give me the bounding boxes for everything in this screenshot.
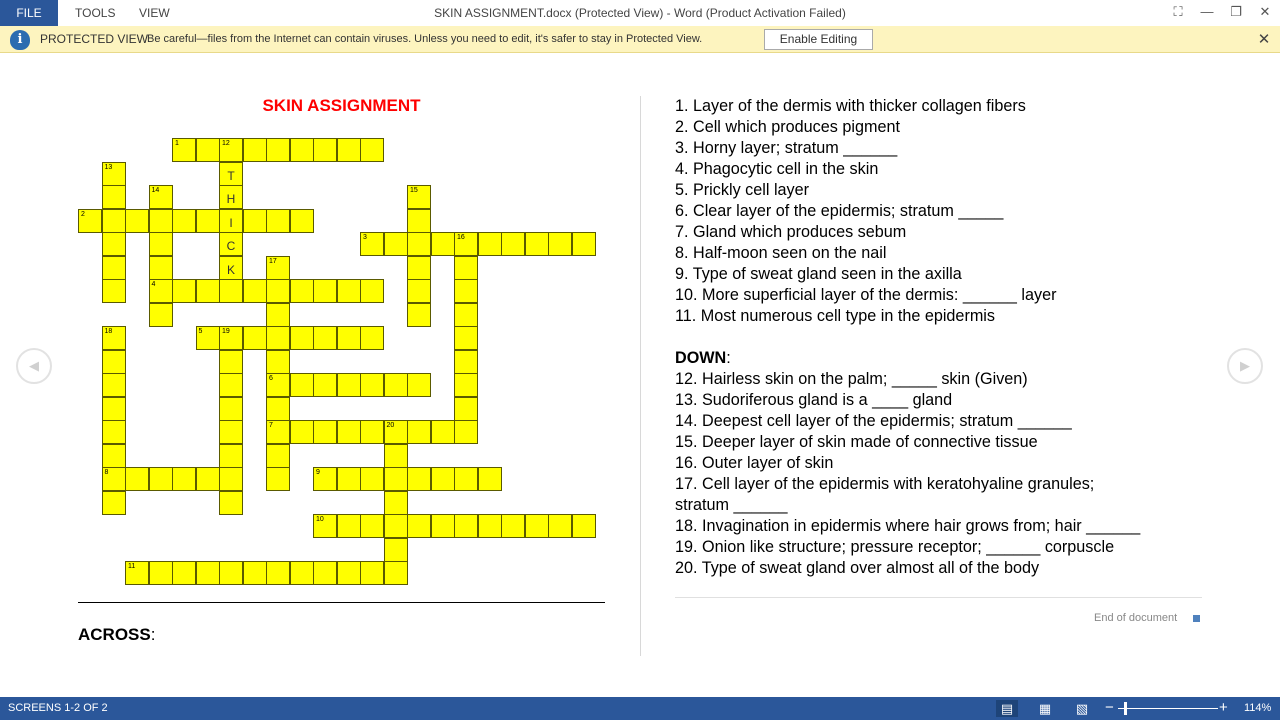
crossword-cell: [454, 350, 478, 374]
crossword-cell: [454, 514, 478, 538]
crossword-cell: [360, 467, 384, 491]
status-bar: [0, 697, 1280, 720]
crossword-cell: [313, 561, 337, 585]
down-clue: 15. Deeper layer of skin made of connective tissue: [675, 433, 1038, 451]
crossword-cell: [125, 561, 149, 585]
crossword-cell: [384, 538, 408, 562]
crossword-cell: [360, 373, 384, 397]
crossword-cell: [407, 279, 431, 303]
down-clue: 14. Deepest cell layer of the epidermis; stratum ______: [675, 412, 1072, 430]
crossword-cell: [266, 561, 290, 585]
zoom-slider-thumb[interactable]: [1124, 702, 1127, 715]
crossword-cell: [102, 373, 126, 397]
crossword-cell: [102, 397, 126, 421]
crossword-cell: [243, 279, 267, 303]
clue-list: [675, 96, 1205, 579]
crossword-cell: [407, 232, 431, 256]
crossword-cell: [102, 491, 126, 515]
crossword-cell: [219, 326, 243, 350]
crossword-cell: [337, 467, 361, 491]
crossword-cell: [243, 326, 267, 350]
window-title: SKIN ASSIGNMENT.docx (Protected View) - Word (Product Activation Failed): [434, 6, 846, 20]
crossword-cell: [172, 209, 196, 233]
crossword-cell: [384, 491, 408, 515]
read-mode-icon[interactable]: ▤: [996, 700, 1018, 717]
crossword-cell: [337, 326, 361, 350]
zoom-slider[interactable]: [1118, 708, 1218, 709]
crossword-cell: [149, 256, 173, 280]
crossword-cell: [172, 138, 196, 162]
crossword-cell: [196, 279, 220, 303]
down-clue: 17. Cell layer of the epidermis with keratohyaline granules;: [675, 475, 1095, 493]
across-clue: 5. Prickly cell layer: [675, 181, 810, 199]
crossword-cell: [337, 420, 361, 444]
crossword-cell: [384, 232, 408, 256]
crossword-cell: [196, 209, 220, 233]
crossword-cell: [548, 232, 572, 256]
menu-tools[interactable]: TOOLS: [75, 6, 116, 20]
end-divider: [675, 597, 1202, 598]
close-banner-icon[interactable]: ✕: [1257, 31, 1271, 48]
crossword-cell: [125, 467, 149, 491]
crossword-cell: [219, 350, 243, 374]
down-clue: 13. Sudoriferous gland is a ____ gland: [675, 391, 953, 409]
crossword-cell: [454, 232, 478, 256]
crossword-cell: [243, 209, 267, 233]
crossword-cell: [384, 561, 408, 585]
crossword-cell: [102, 232, 126, 256]
clue-number: 8: [104, 469, 109, 476]
clue-number: 15: [410, 187, 418, 194]
zoom-out-button[interactable]: −: [1105, 699, 1114, 716]
crossword-cell: [149, 467, 173, 491]
clue-number: 14: [151, 187, 160, 194]
across-clue: 1. Layer of the dermis with thicker collagen fibers: [675, 97, 1026, 115]
crossword-cell: [219, 467, 243, 491]
crossword-cell: [384, 514, 408, 538]
crossword-cell: [219, 162, 243, 186]
crossword-cell: [266, 420, 290, 444]
across-clue: 2. Cell which produces pigment: [675, 118, 900, 136]
crossword-cell: [313, 420, 337, 444]
crossword-cell: [266, 397, 290, 421]
crossword-cell: [266, 256, 290, 280]
crossword-cell: [266, 303, 290, 327]
across-clue: 4. Phagocytic cell in the skin: [675, 160, 879, 178]
crossword-cell: [548, 514, 572, 538]
clue-number: 7: [269, 422, 273, 429]
crossword-cell: [102, 279, 126, 303]
crossword-cell: [219, 397, 243, 421]
crossword-cell: [337, 279, 361, 303]
clue-number: 5: [198, 328, 203, 335]
crossword-cell: [454, 303, 478, 327]
clue-number: 20: [386, 422, 395, 429]
down-clue: 16. Outer layer of skin: [675, 454, 834, 472]
clue-number: 11: [128, 563, 136, 570]
crossword-cell: [478, 514, 502, 538]
crossword-cell: [431, 420, 455, 444]
crossword-cell: [407, 467, 431, 491]
web-layout-icon[interactable]: ▧: [1075, 701, 1089, 716]
down-clue: 19. Onion like structure; pressure receptor; ______ corpuscle: [675, 538, 1115, 556]
end-of-document: End of document: [1094, 612, 1178, 624]
crossword-cell: [313, 373, 337, 397]
given-letter: H: [226, 192, 236, 206]
crossword-cell: [454, 420, 478, 444]
restore-icon[interactable]: ❐: [1230, 4, 1242, 19]
clue-number: 1: [175, 140, 179, 147]
crossword-cell: [360, 561, 384, 585]
across-clue: 6. Clear layer of the epidermis; stratum _____: [675, 202, 1004, 220]
grid-baseline: [78, 602, 605, 603]
crossword-cell: [78, 209, 102, 233]
shield-info-icon: i: [10, 30, 30, 50]
crossword-cell: [219, 209, 243, 233]
crossword-cell: [572, 514, 596, 538]
crossword-cell: [454, 397, 478, 421]
crossword-cell: [149, 303, 173, 327]
crossword-cell: [149, 561, 173, 585]
crossword-cell: [313, 467, 337, 491]
crossword-cell: [313, 514, 337, 538]
crossword-cell: [219, 185, 243, 209]
crossword-cell: [266, 209, 290, 233]
crossword-cell: [219, 232, 243, 256]
given-letter: K: [226, 262, 235, 277]
crossword-cell: [290, 209, 314, 233]
crossword-cell: [454, 279, 478, 303]
crossword-cell: [290, 138, 314, 162]
crossword-cell: [525, 514, 549, 538]
crossword-cell: [102, 209, 126, 233]
crossword-cell: [313, 138, 337, 162]
crossword-cell: [290, 373, 314, 397]
crossword-cell: [501, 232, 525, 256]
crossword-cell: [501, 514, 525, 538]
crossword-cell: [196, 138, 220, 162]
given-letter: I: [229, 215, 233, 230]
crossword-cell: [172, 467, 196, 491]
crossword-cell: [196, 467, 220, 491]
crossword-cell: [266, 326, 290, 350]
clue-number: 17: [269, 257, 277, 265]
clue-number: 2: [81, 210, 85, 218]
crossword-cell: [407, 514, 431, 538]
menu-file[interactable]: FILE: [0, 0, 58, 26]
down-clue: stratum ______: [675, 496, 788, 514]
crossword-cell: [290, 420, 314, 444]
zoom-in-button[interactable]: +: [1219, 699, 1228, 716]
clue-number: 19: [222, 328, 230, 335]
column-divider: [640, 96, 641, 656]
crossword-cell: [478, 467, 502, 491]
clue-number: 4: [151, 281, 156, 288]
title-bar: [0, 0, 1280, 26]
crossword-cell: [431, 232, 455, 256]
crossword-cell: [125, 209, 149, 233]
down-heading: DOWN:: [675, 349, 731, 367]
crossword-cell: [266, 373, 290, 397]
crossword-cell: [266, 279, 290, 303]
crossword-cell: [384, 444, 408, 468]
crossword-cell: [102, 350, 126, 374]
crossword-cell: [149, 279, 173, 303]
crossword-cell: [266, 467, 290, 491]
crossword-cell: [102, 326, 126, 350]
crossword-cell: [360, 420, 384, 444]
crossword-cell: [337, 373, 361, 397]
crossword-cell: [360, 279, 384, 303]
crossword-cell: [172, 561, 196, 585]
document-area: [0, 54, 1280, 697]
crossword-cell: [219, 491, 243, 515]
across-clue: 3. Horny layer; stratum ______: [675, 139, 898, 157]
clue-number: 9: [316, 469, 320, 476]
zoom-level[interactable]: 114%: [1244, 702, 1272, 714]
crossword-cell: [572, 232, 596, 256]
across-clue: 8. Half-moon seen on the nail: [675, 244, 887, 262]
protected-view-bar: [0, 26, 1280, 53]
crossword-cell: [102, 467, 126, 491]
spacer: [675, 327, 1205, 348]
across-clue: 10. More superficial layer of the dermis: ______ layer: [675, 286, 1057, 304]
protected-view-message: Be careful—files from the Internet can contain viruses. Unless you need to edit, it's safer to stay in Protected View.: [147, 33, 703, 45]
enable-editing-button[interactable]: Enable Editing: [764, 29, 873, 50]
chevron-left-icon[interactable]: ◀: [16, 348, 52, 384]
clue-number: 10: [316, 516, 324, 523]
crossword-cell: [219, 444, 243, 468]
crossword-cell: [360, 326, 384, 350]
across-clue: 9. Type of sweat gland seen in the axilla: [675, 265, 962, 283]
across-clue: 11. Most numerous cell type in the epidermis: [675, 307, 996, 325]
crossword-cell: [219, 373, 243, 397]
crossword-cell: [407, 420, 431, 444]
protected-view-title: PROTECTED VIEW: [40, 32, 149, 46]
minimize-icon[interactable]: —: [1200, 4, 1214, 19]
crossword-cell: [360, 514, 384, 538]
full-screen-icon[interactable]: ⛶: [1173, 4, 1183, 19]
crossword-cell: [290, 326, 314, 350]
down-clue: 12. Hairless skin on the palm; _____ skin (Given): [675, 370, 1028, 388]
end-marker-icon: [1193, 615, 1200, 622]
crossword-cell: [243, 138, 267, 162]
crossword-cell: [102, 420, 126, 444]
menu-view[interactable]: VIEW: [139, 6, 170, 20]
crossword-cell: [407, 373, 431, 397]
clue-number: 16: [457, 234, 465, 241]
across-clue: 7. Gland which produces sebum: [675, 223, 907, 241]
down-clue: 20. Type of sweat gland over almost all of the body: [675, 559, 1040, 577]
crossword-cell: [196, 326, 220, 350]
crossword-cell: [219, 138, 243, 162]
crossword-cell: [384, 467, 408, 491]
crossword-cell: [243, 561, 267, 585]
down-clue: 18. Invagination in epidermis where hair grows from; hair ______: [675, 517, 1141, 535]
close-window-icon[interactable]: ✕: [1259, 4, 1271, 19]
crossword-cell: [360, 138, 384, 162]
crossword-cell: [454, 373, 478, 397]
crossword-cell: [313, 326, 337, 350]
crossword-cell: [290, 279, 314, 303]
crossword-cell: [478, 232, 502, 256]
crossword-cell: [337, 138, 361, 162]
crossword-cell: [149, 185, 173, 209]
clue-number: 12: [222, 140, 230, 147]
crossword-cell: [313, 279, 337, 303]
crossword-cell: [337, 561, 361, 585]
clue-number: 3: [363, 234, 367, 241]
crossword-cell: [172, 279, 196, 303]
crossword-cell: [407, 303, 431, 327]
crossword-cell: [454, 467, 478, 491]
clue-number: 13: [104, 163, 113, 171]
crossword-cell: [360, 232, 384, 256]
crossword-cell: [219, 279, 243, 303]
crossword-cell: [384, 420, 408, 444]
print-layout-icon[interactable]: ▦: [1038, 701, 1052, 716]
crossword-cell: [407, 209, 431, 233]
crossword-cell: [431, 514, 455, 538]
crossword-cell: [454, 256, 478, 280]
crossword-cell: [407, 256, 431, 280]
crossword-cell: [149, 209, 173, 233]
crossword-cell: [102, 162, 126, 186]
chevron-right-icon[interactable]: ▶: [1227, 348, 1263, 384]
crossword-cell: [525, 232, 549, 256]
crossword-cell: [219, 420, 243, 444]
crossword-cell: [219, 256, 243, 280]
crossword-cell: [454, 326, 478, 350]
crossword-cell: [290, 561, 314, 585]
crossword-cell: [102, 185, 126, 209]
across-heading: ACROSS:: [78, 625, 156, 644]
given-letter: C: [226, 239, 236, 253]
crossword-cell: [337, 514, 361, 538]
crossword-cell: [196, 561, 220, 585]
crossword-cell: [384, 373, 408, 397]
given-letter: T: [227, 168, 235, 183]
clue-number: 6: [269, 375, 273, 382]
crossword-cell: [102, 256, 126, 280]
crossword-cell: [219, 561, 243, 585]
crossword-cell: [266, 444, 290, 468]
clue-number: 18: [104, 328, 113, 335]
crossword-cell: [102, 444, 126, 468]
crossword-cell: [149, 232, 173, 256]
crossword-cell: [266, 138, 290, 162]
crossword-cell: [407, 185, 431, 209]
crossword-cell: [431, 467, 455, 491]
page-count[interactable]: SCREENS 1-2 OF 2: [8, 702, 108, 714]
crossword-title: SKIN ASSIGNMENT: [262, 96, 421, 115]
crossword-cell: [266, 350, 290, 374]
